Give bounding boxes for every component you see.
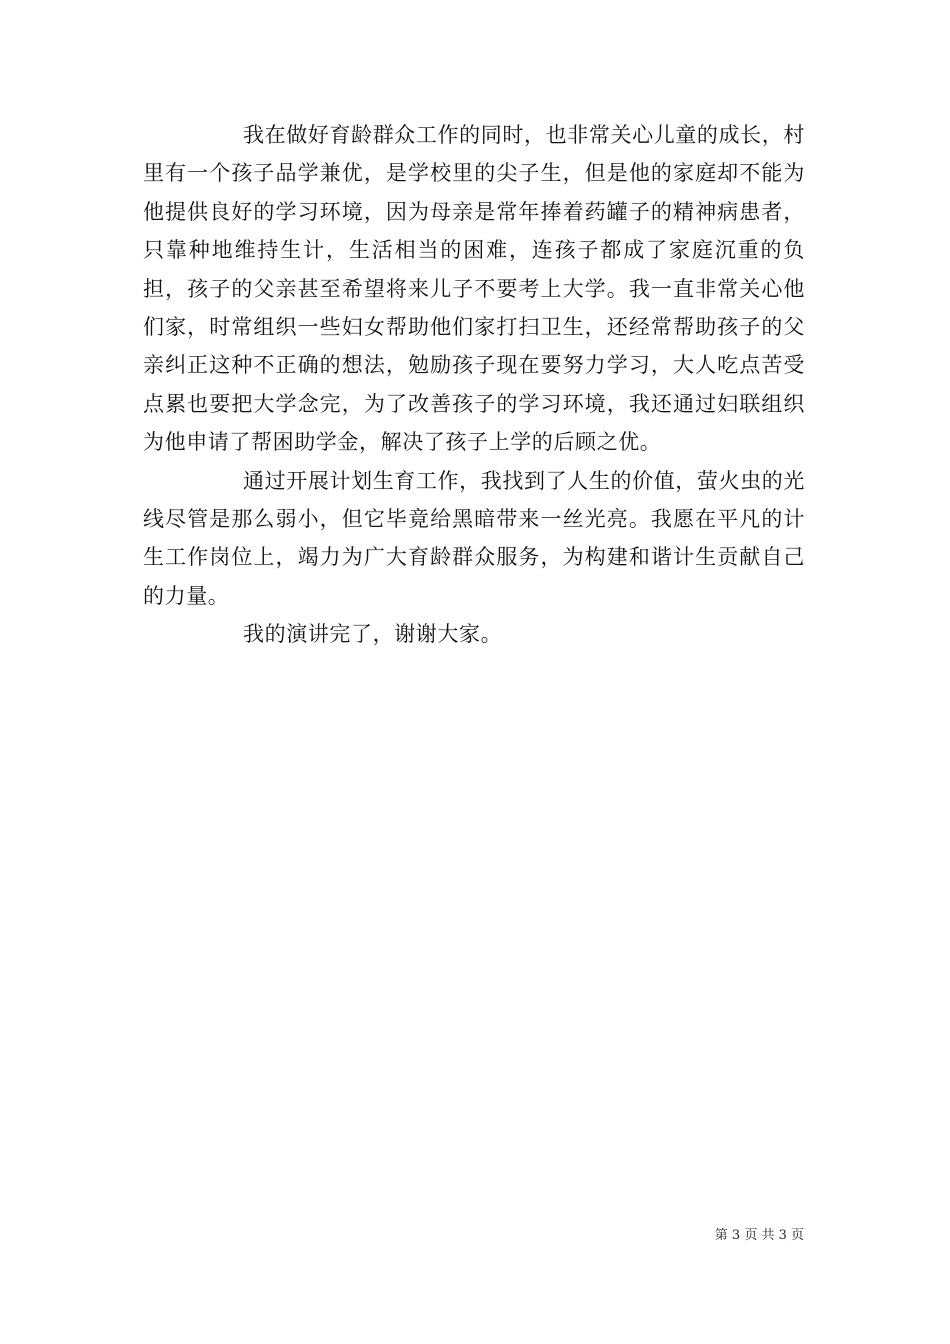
document-body xyxy=(143,116,805,654)
paragraph-closing: 我的演讲完了，谢谢大家。 xyxy=(243,622,503,647)
paragraph-life-value: 通过开展计划生育工作，我找到了人生的价值，萤火虫的光线尽管是那么弱小，但它毕竟给黑暗带来一丝光亮。我愿在平凡的计生工作岗位上，竭力为广大育龄群众服务，为构建和谐计生贡献自己的力量。 xyxy=(143,468,805,608)
paragraph-child-care: 我在做好育龄群众工作的同时，也非常关心儿童的成长，村里有一个孩子品学兼优，是学校里的尖子生，但是他的家庭却不能为他提供良好的学习环境，因为母亲是常年捧着药罐子的精神病患者，只靠种地维持生计，生活相当的困难，连孩子都成了家庭沉重的负担，孩子的父亲甚至希望将来儿子不要考上大学。我一直非常关心他们家，时常组织一些妇女帮助他们家打扫卫生，还经常帮助孩子的父亲纠正这种不正确的想法，勉励孩子现在要努力学习，大人吃点苦受点累也要把大学念完，为了改善孩子的学习环境，我还通过妇联组织为他申请了帮困助学金，解决了孩子上学的后顾之优。 xyxy=(143,123,805,455)
page-number-footer: 第 3 页 共 3 页 xyxy=(714,1228,804,1243)
